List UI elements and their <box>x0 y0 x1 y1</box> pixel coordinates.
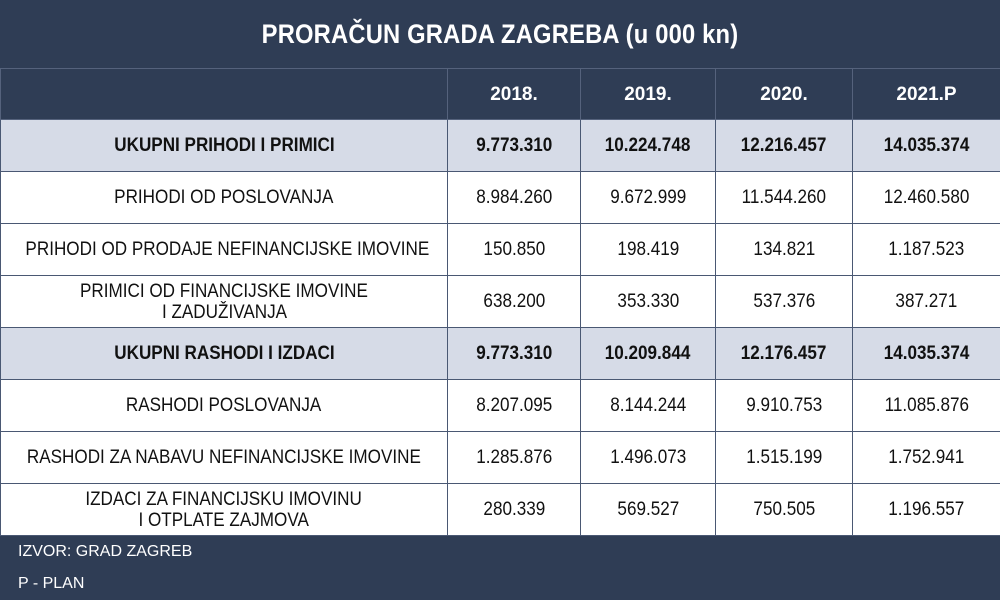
row-label-line: I ZADUŽIVANJA <box>161 301 287 323</box>
value-cell-2018 <box>448 172 581 224</box>
value-text: 9.773.310 <box>475 135 553 156</box>
table-row <box>1 224 1000 276</box>
value-cell-2021p <box>853 224 1000 276</box>
value-cell-2020 <box>716 276 853 328</box>
value-text: 8.144.244 <box>609 395 687 416</box>
value-text: 537.376 <box>753 291 815 312</box>
value-cell-2021p <box>853 120 1000 172</box>
value-cell-2020 <box>716 224 853 276</box>
value-text: 134.821 <box>753 239 815 260</box>
value-text: 1.515.199 <box>745 447 823 468</box>
value-text: 9.773.310 <box>475 343 553 364</box>
value-text: 150.850 <box>483 239 545 260</box>
table-row <box>1 276 1000 328</box>
row-label-line: PRIHODI OD PRODAJE NEFINANCIJSKE IMOVINE <box>25 239 430 260</box>
header-year-2019: 2019. <box>581 69 716 120</box>
footer <box>0 535 1000 600</box>
value-cell-2018 <box>448 380 581 432</box>
value-cell-2019 <box>581 120 716 172</box>
value-cell-2019 <box>581 432 716 484</box>
row-label <box>1 328 448 380</box>
value-cell-2020 <box>716 328 853 380</box>
value-text: 8.984.260 <box>475 187 553 208</box>
row-label-line: UKUPNI RASHODI I IZDACI <box>113 343 335 364</box>
value-cell-2021p <box>853 484 1000 536</box>
value-cell-2019 <box>581 328 716 380</box>
table-row <box>1 172 1000 224</box>
value-cell-2019 <box>581 484 716 536</box>
value-cell-2020 <box>716 484 853 536</box>
header-row <box>1 69 1000 120</box>
value-cell-2019 <box>581 380 716 432</box>
value-text: 569.527 <box>617 499 679 520</box>
value-text: 11.085.876 <box>884 395 969 416</box>
value-text: 638.200 <box>483 291 545 312</box>
header-year-2018: 2018. <box>448 69 581 120</box>
value-cell-2021p <box>853 432 1000 484</box>
value-text: 1.187.523 <box>888 239 965 260</box>
value-cell-2018 <box>448 432 581 484</box>
row-label <box>1 276 448 328</box>
header-year-2020: 2020. <box>716 69 853 120</box>
value-text: 10.224.748 <box>605 135 691 156</box>
value-cell-2020 <box>716 432 853 484</box>
value-text: 11.544.260 <box>741 187 827 208</box>
header-year-2021-plan: 2021.P <box>853 69 1000 120</box>
value-text: 198.419 <box>617 239 679 260</box>
value-cell-2018 <box>448 276 581 328</box>
header-blank-cell <box>1 69 448 120</box>
value-text: 280.339 <box>483 499 545 520</box>
row-label <box>1 224 448 276</box>
row-label <box>1 172 448 224</box>
row-label <box>1 380 448 432</box>
table-row <box>1 432 1000 484</box>
value-text: 12.176.457 <box>741 343 827 364</box>
value-text: 12.460.580 <box>883 187 970 208</box>
value-cell-2021p <box>853 328 1000 380</box>
value-text: 387.271 <box>895 291 958 312</box>
row-label <box>1 120 448 172</box>
row-label-line: UKUPNI PRIHODI I PRIMICI <box>113 135 335 156</box>
value-cell-2020 <box>716 380 853 432</box>
value-text: 750.505 <box>753 499 815 520</box>
value-cell-2018 <box>448 328 581 380</box>
value-text: 9.910.753 <box>745 395 823 416</box>
value-text: 1.285.876 <box>475 447 553 468</box>
value-cell-2021p <box>853 276 1000 328</box>
plan-legend: P - PLAN <box>18 575 85 592</box>
row-label-line: PRIMICI OD FINANCIJSKE IMOVINE <box>80 280 368 302</box>
value-cell-2020 <box>716 172 853 224</box>
budget-table <box>0 68 1000 536</box>
value-cell-2021p <box>853 380 1000 432</box>
table-row-total <box>1 328 1000 380</box>
value-text: 1.752.941 <box>888 447 965 468</box>
row-label-line: PRIHODI OD POSLOVANJA <box>114 187 334 208</box>
value-cell-2020 <box>716 120 853 172</box>
value-text: 8.207.095 <box>475 395 553 416</box>
table-row <box>1 380 1000 432</box>
row-label-line: RASHODI POSLOVANJA <box>126 395 322 416</box>
value-cell-2019 <box>581 172 716 224</box>
value-text: 14.035.374 <box>883 343 970 364</box>
table-row <box>1 484 1000 536</box>
row-label <box>1 484 448 536</box>
source-note: IZVOR: GRAD ZAGREB <box>18 543 193 560</box>
value-cell-2018 <box>448 120 581 172</box>
value-text: 14.035.374 <box>883 135 970 156</box>
value-text: 1.496.073 <box>609 447 687 468</box>
table-row-total <box>1 120 1000 172</box>
row-label-line: IZDACI ZA FINANCIJSKU IMOVINU <box>85 488 363 510</box>
value-cell-2021p <box>853 172 1000 224</box>
row-label-line: I OTPLATE ZAJMOVA <box>138 509 310 531</box>
value-cell-2019 <box>581 224 716 276</box>
value-text: 12.216.457 <box>741 135 827 156</box>
value-text: 9.672.999 <box>609 187 687 208</box>
value-cell-2018 <box>448 224 581 276</box>
value-text: 10.209.844 <box>605 343 691 364</box>
value-text: 1.196.557 <box>888 499 965 520</box>
row-label-line: RASHODI ZA NABAVU NEFINANCIJSKE IMOVINE <box>26 447 422 468</box>
value-text: 353.330 <box>617 291 679 312</box>
value-cell-2019 <box>581 276 716 328</box>
row-label <box>1 432 448 484</box>
table-title: PRORAČUN GRADA ZAGREBA (u 000 kn) <box>261 18 739 49</box>
value-cell-2018 <box>448 484 581 536</box>
